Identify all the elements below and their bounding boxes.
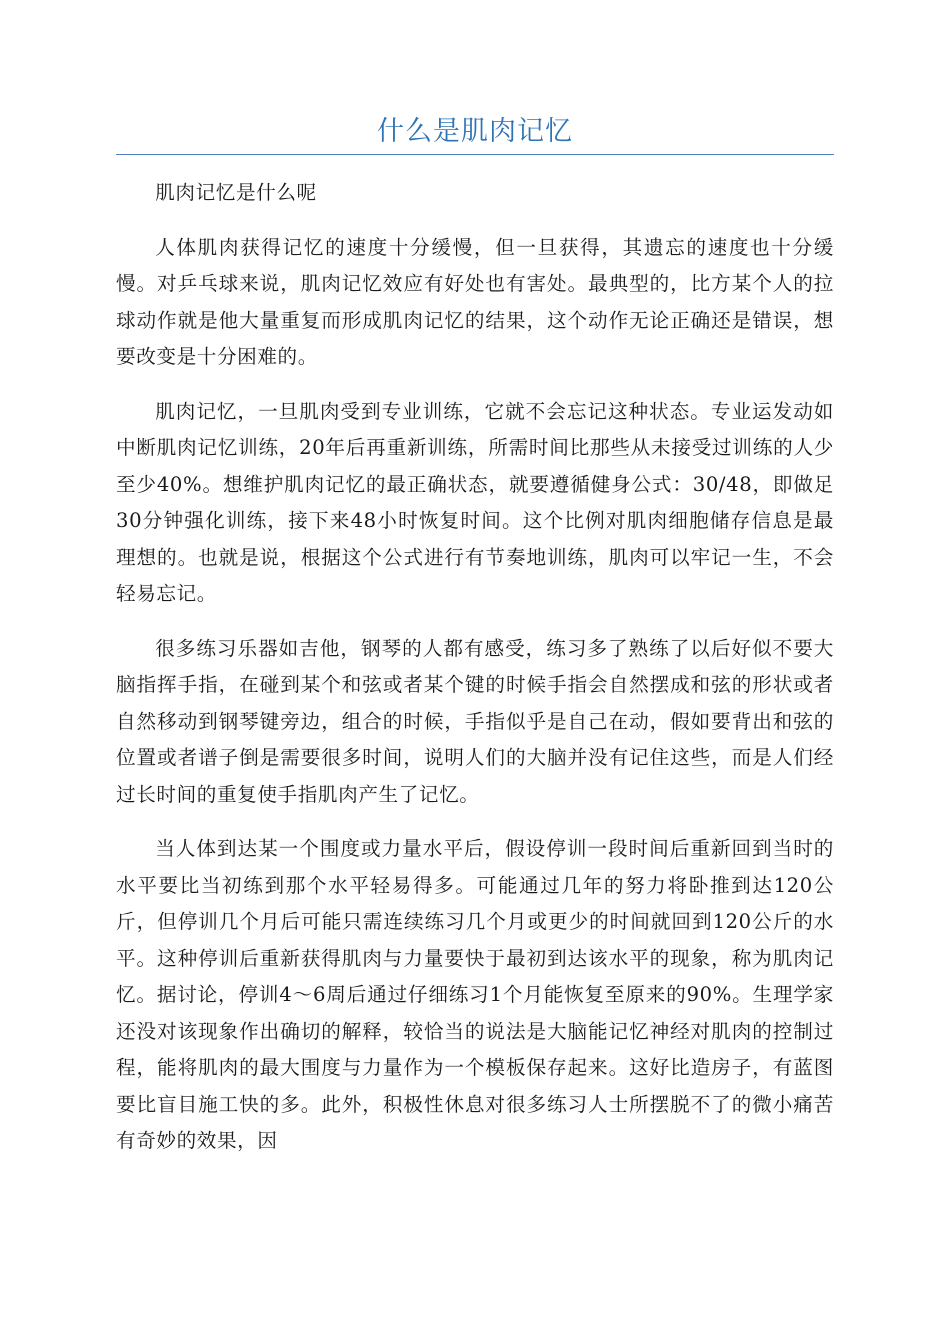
paragraph-4: 很多练习乐器如吉他，钢琴的人都有感受，练习多了熟练了以后好似不要大脑指挥手指，在碰到某个和弦或者某个键的时候手指会自然摆成和弦的形状或者自然移动到钢琴键旁边，组合的时候，手指似乎是自己在动，假如要背出和弦的位置或者谱子倒是需要很多时间，说明人们的大脑并没有记住这些，而是人们经过长时间的重复使手指肌肉产生了记忆。 bbox=[116, 636, 834, 806]
paragraph-3: 肌肉记忆，一旦肌肉受到专业训练，它就不会忘记这种状态。专业运发动如中断肌肉记忆训练，20年后再重新训练，所需时间比那些从未接受过训练的人少至少40%。想维护肌肉记忆的最正确状态，就要遵循健身公式：30/48，即做足30分钟强化训练，接下来48小时恢复时间。这个比例对肌肉细胞储存信息是最理想的。也就是说，根据这个公式进行有节奏地训练，肌肉可以牢记一生，不会轻易忘记。 bbox=[116, 399, 834, 605]
paragraph-5: 当人体到达某一个围度或力量水平后，假设停训一段时间后重新回到当时的水平要比当初练到那个水平轻易得多。可能通过几年的努力将卧推到达120公斤，但停训几个月后可能只需连续练习几个月或更少的时间就回到120公斤的水平。这种停训后重新获得肌肉与力量要快于最初到达该水平的现象，称为肌肉记忆。据讨论，停训4～6周后通过仔细练习1个月能恢复至原来的90%。生理学家还没对该现象作出确切的解释，较恰当的说法是大脑能记忆神经对肌肉的控制过程，能将肌肉的最大围度与力量作为一个模板保存起来。这好比造房子，有蓝图要比盲目施工快的多。此外，积极性休息对很多练习人士所摆脱不了的微小痛苦有奇妙的效果，因 bbox=[116, 837, 834, 1152]
document-title: 什么是肌肉记忆 bbox=[116, 110, 834, 155]
paragraph-1: 肌肉记忆是什么呢 bbox=[155, 181, 317, 204]
paragraph-2: 人体肌肉获得记忆的速度十分缓慢，但一旦获得，其遗忘的速度也十分缓慢。对乒乓球来说，肌肉记忆效应有好处也有害处。最典型的，比方某个人的拉球动作就是他大量重复而形成肌肉记忆的结果，这个动作无论正确还是错误，想要改变是十分困难的。 bbox=[116, 235, 834, 368]
document-page bbox=[116, 110, 834, 1178]
